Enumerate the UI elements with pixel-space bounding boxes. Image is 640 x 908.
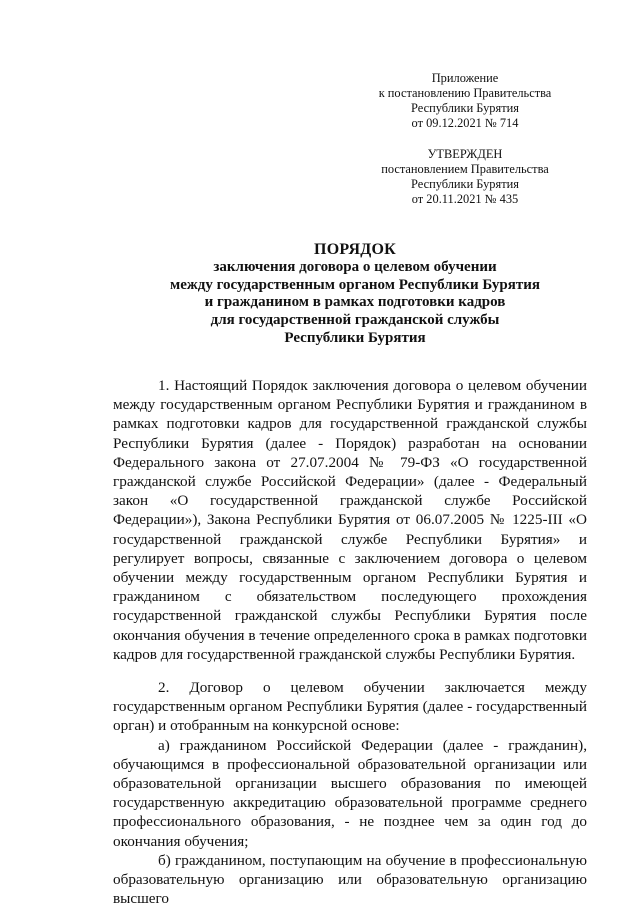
approved-line-2: постановлением Правительства xyxy=(381,162,549,176)
approved-line-1: УТВЕРЖДЕН xyxy=(427,147,503,161)
paragraph-2b: б) гражданином, поступающим на обучение в профессиональную образовательную организацию или образовательную организацию высшего xyxy=(113,851,587,908)
appendix-line-1: Приложение xyxy=(431,71,499,85)
document-body xyxy=(113,376,587,908)
paragraph-1: 1. Настоящий Порядок заключения договора о целевом обучении между государственным органом Республики Бурятия и гражданином в рамках подготовки кадров для государственной гражданской службы Республики Бурятия (далее - Порядок) разработан на основании Федерального закона от 27.07.2004 № 79-ФЗ «О государственной гражданской службе Российской Федерации» (далее - Федеральный закон «О государственной гражданской службе Российской Федерации»), Закона Республики Бурятия от 06.07.2005 № 1225-III «О государственной гражданской службе Республики Бурятия» и регулирует вопросы, связанные с заключением договора о целевом обучении между государственным органом Республики Бурятия и гражданином с обязательством последующего прохождения государственной гражданской службы Республики Бурятия после окончания обучения в течение определенного срока в рамках подготовки кадров для государственной гражданской службы Республики Бурятия. xyxy=(113,377,587,663)
appendix-line-4: от 09.12.2021 № 714 xyxy=(411,116,519,130)
paragraph-2: 2. Договор о целевом обучении заключается между государственным органом Республики Бурятия (далее - государственный орган) и отобранным на конкурсной основе: xyxy=(113,679,587,735)
title-line-1: заключения договора о целевом обучении xyxy=(213,258,497,275)
approved-stamp xyxy=(330,147,600,207)
approved-line-3: Республики Бурятия xyxy=(411,177,519,191)
appendix-stamp xyxy=(330,71,600,131)
title-line-2: между государственным органом Республики Бурятия xyxy=(170,276,540,293)
title-line-4: для государственной гражданской службы xyxy=(210,312,500,329)
approved-line-4: от 20.11.2021 № 435 xyxy=(411,192,519,206)
paragraph-2a: а) гражданином Российской Федерации (далее - гражданин), обучающимся в профессиональной образовательной организации или образовательной организации высшего образования по имеющей государственную аккредитацию образовательной программе среднего профессионального образования, - не позднее чем за один год до окончания обучения; xyxy=(113,736,587,850)
title-line-5: Республики Бурятия xyxy=(284,329,426,346)
title-line-3: и гражданином в рамках подготовки кадров xyxy=(204,294,506,311)
document-title xyxy=(60,241,640,348)
appendix-line-3: Республики Бурятия xyxy=(411,101,519,115)
appendix-line-2: к постановлению Правительства xyxy=(378,86,552,100)
title-main: ПОРЯДОК xyxy=(314,241,396,258)
